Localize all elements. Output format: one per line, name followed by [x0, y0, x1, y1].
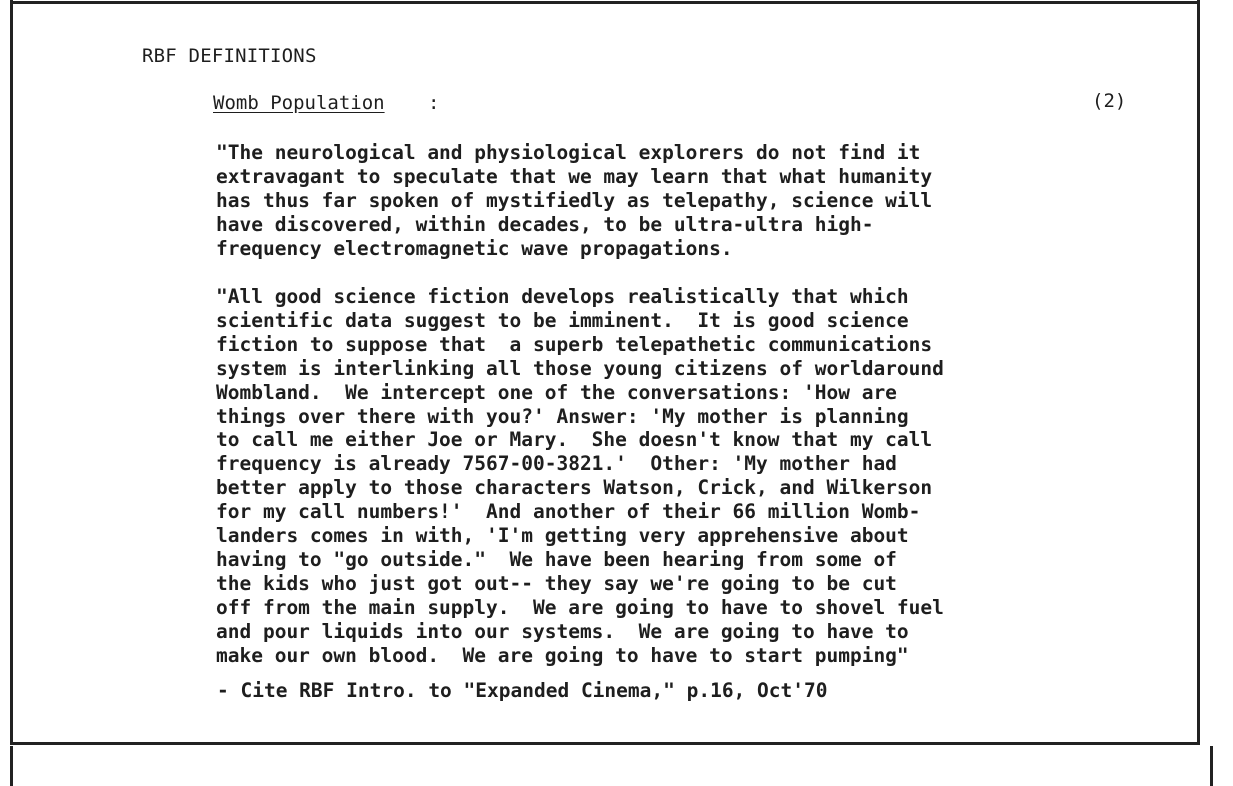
page-number: (2): [1092, 90, 1127, 112]
text-line: fiction to suppose that a superb telepathetic communications: [216, 332, 933, 356]
definition-term: [213, 92, 385, 114]
text-line: make our own blood. We are going to have to start pumping": [216, 643, 909, 667]
text-line: "All good science fiction develops realistically that which: [216, 285, 909, 308]
term-colon: :: [428, 92, 440, 114]
text-line: off from the main supply. We are going to have to shovel fuel: [216, 595, 944, 619]
text-line: scientific data suggest to be imminent. It is good science: [216, 308, 909, 332]
text-line: extravagant to speculate that we may learn that what humanity: [216, 164, 933, 188]
term-text: Womb Population: [213, 92, 385, 114]
quote-paragraph-1: [216, 141, 1116, 261]
text-line: "The neurological and physiological explorers do not find it: [216, 141, 921, 164]
next-card-edge: [10, 746, 1213, 786]
text-line: frequency electromagnetic wave propagations.: [216, 236, 733, 260]
text-line: has thus far spoken of mystifiedly as telepathy, science will: [216, 188, 933, 212]
text-line: things over there with you?' Answer: 'My mother is planning: [216, 404, 909, 428]
text-line: for my call numbers!' And another of their 66 million Womb-: [216, 500, 921, 524]
text-line: better apply to those characters Watson, Crick, and Wilkerson: [216, 476, 933, 500]
text-line: to call me either Joe or Mary. She doesn't know that my call: [216, 428, 933, 452]
citation: - Cite RBF Intro. to "Expanded Cinema," p.16, Oct'70: [217, 679, 828, 702]
quote-paragraph-2: [216, 285, 1116, 668]
text-line: the kids who just got out-- they say we're going to be cut: [216, 571, 897, 595]
text-line: have discovered, within decades, to be ultra-ultra high-: [216, 212, 874, 236]
text-line: frequency is already 7567-00-3821.' Other: 'My mother had: [216, 452, 897, 476]
text-line: having to "go outside." We have been hearing from some of: [216, 547, 897, 571]
text-line: system is interlinking all those young citizens of worldaround: [216, 356, 944, 380]
text-line: Wombland. We intercept one of the conversations: 'How are: [216, 380, 897, 404]
text-line: and pour liquids into our systems. We are going to have to: [216, 619, 909, 643]
text-line: landers comes in with, 'I'm getting very apprehensive about: [216, 524, 909, 548]
page-header: RBF DEFINITIONS: [142, 45, 317, 67]
